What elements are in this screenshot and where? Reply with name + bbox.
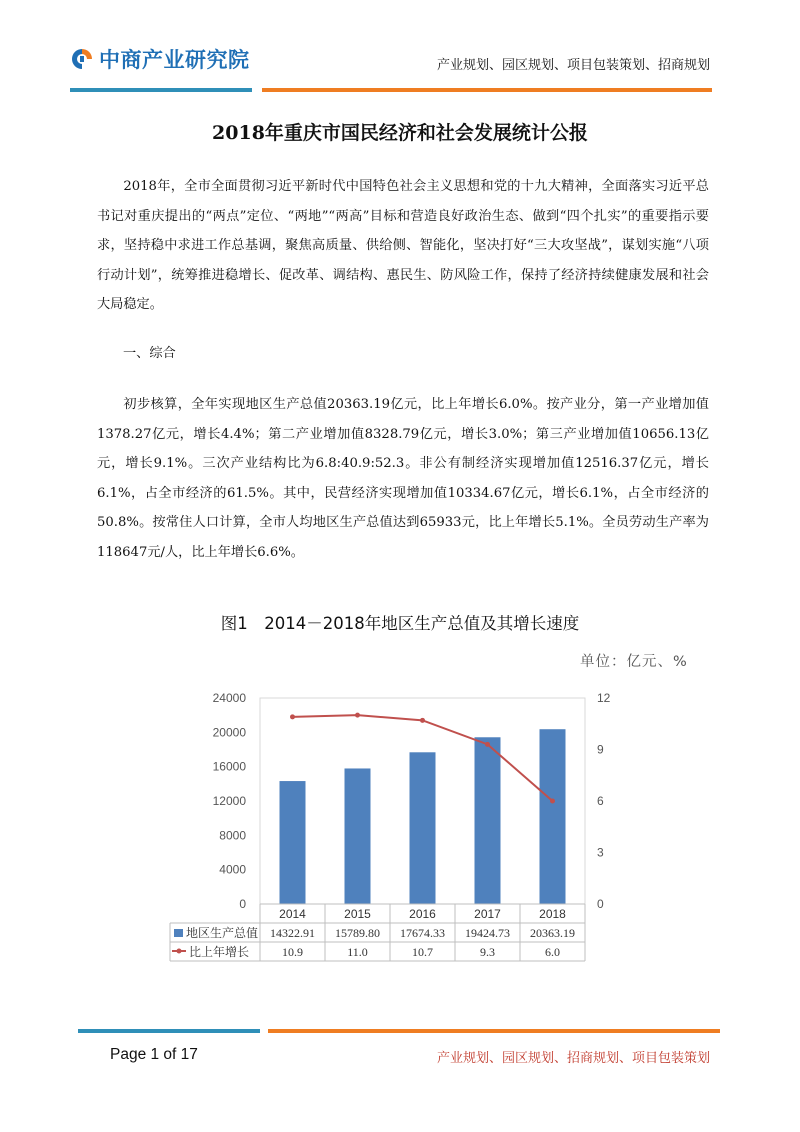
x-tick-label-2015: 2015 bbox=[344, 907, 371, 921]
chart-unit-label: 单位：亿元、% bbox=[580, 654, 688, 670]
gdp-value-label: 14322.91 bbox=[270, 926, 315, 940]
right-axis-tick-label: 6 bbox=[597, 794, 604, 808]
right-axis-tick-label: 0 bbox=[597, 897, 604, 911]
footer-tagline: 产业规划、园区规划、招商规划、项目包装策划 bbox=[436, 1051, 710, 1066]
gdp-value-label: 15789.80 bbox=[335, 926, 380, 940]
x-tick-label-2014: 2014 bbox=[279, 907, 306, 921]
legend-bar-label: 地区生产总值 bbox=[186, 926, 259, 940]
gdp-bar-2016 bbox=[410, 752, 436, 904]
growth-point-2014 bbox=[290, 714, 295, 719]
header-tagline: 产业规划、园区规划、项目包装策划、招商规划 bbox=[436, 58, 710, 73]
right-axis-tick-label: 12 bbox=[597, 691, 611, 705]
gdp-value-label: 19424.73 bbox=[465, 926, 510, 940]
section-heading: 一、综合 bbox=[123, 346, 176, 361]
gdp-bar-2015 bbox=[345, 768, 371, 904]
chart-title: 图1 2014－2018年地区生产总值及其增长速度 bbox=[220, 614, 580, 633]
page-number: Page 1 of 17 bbox=[110, 1046, 198, 1063]
footer-rule-blue bbox=[78, 1029, 260, 1033]
intro-paragraph: 2018年，全市全面贯彻习近平新时代中国特色社会主义思想和党的十九大精神，全面落实习近平总书记对重庆提出的“两点”定位、“两地”“两高”目标和营造良好政治生态、做到“四个扎实”的重要指示要求，坚持稳中求进工作总基调，聚焦高质量、供给侧、智能化，坚决打好“三大攻坚战”，谋划实施“八项行动计划”，统筹推进稳增长、促改革、调结构、惠民生、防风险工作，保持了经济持续健康发展和社会大局稳定。 bbox=[97, 179, 709, 312]
left-axis-tick-label: 12000 bbox=[212, 794, 246, 808]
growth-value-label: 10.9 bbox=[282, 945, 303, 959]
growth-value-label: 10.7 bbox=[412, 945, 433, 959]
x-tick-label-2017: 2017 bbox=[474, 907, 501, 921]
gdp-bar-2017 bbox=[475, 737, 501, 904]
left-axis-tick-label: 20000 bbox=[212, 725, 246, 740]
left-axis-tick-label: 8000 bbox=[219, 828, 246, 843]
left-axis-tick-label: 24000 bbox=[212, 691, 246, 705]
legend-bar-swatch bbox=[174, 929, 183, 937]
legend-line-label: 比上年增长 bbox=[189, 945, 250, 959]
gdp-bar-2018 bbox=[540, 729, 566, 904]
growth-point-2017 bbox=[485, 742, 490, 747]
left-axis-tick-label: 16000 bbox=[212, 759, 246, 774]
right-axis-tick-label: 9 bbox=[597, 742, 604, 757]
growth-point-2015 bbox=[355, 713, 360, 718]
growth-point-2016 bbox=[420, 718, 425, 723]
growth-point-2018 bbox=[550, 799, 555, 804]
gdp-value-label: 17674.33 bbox=[400, 926, 445, 940]
growth-value-label: 6.0 bbox=[545, 945, 560, 959]
left-axis-tick-label: 4000 bbox=[219, 862, 246, 877]
document-title: 2018年重庆市国民经济和社会发展统计公报 bbox=[212, 122, 588, 144]
legend-line-marker bbox=[177, 949, 182, 954]
right-axis-tick-label: 3 bbox=[597, 845, 604, 860]
left-axis-tick-label: 0 bbox=[239, 897, 246, 911]
summary-paragraph: 初步核算，全年实现地区生产总值20363.19亿元，比上年增长6.0%。按产业分，第一产业增加值1378.27亿元，增长4.4%；第二产业增加值8328.79亿元，增长3.0%；第三产业增加值10656.13亿元，增长9.1%。三次产业结构比为6.8:40.9:52.3。非公有制经济实现增加值12516.37亿元，增长6.1%，占全市经济的61.5%。其中，民营经济实现增加值10334.67亿元，增长6.1%，占全市经济的50.8%。按常住人口计算，全市人均地区生产总值达到65933元，比上年增长5.1%。全员劳动生产率为118647元/人，比上年增长6.6%。 bbox=[97, 397, 709, 560]
logo-text: 中商产业研究院 bbox=[99, 48, 250, 72]
footer-rule-orange bbox=[268, 1029, 720, 1033]
growth-value-label: 9.3 bbox=[480, 945, 495, 959]
growth-value-label: 11.0 bbox=[347, 945, 368, 959]
gdp-value-label: 20363.19 bbox=[530, 926, 575, 940]
x-tick-label-2018: 2018 bbox=[539, 907, 566, 921]
gdp-bar-2014 bbox=[280, 781, 306, 904]
x-tick-label-2016: 2016 bbox=[409, 907, 436, 921]
